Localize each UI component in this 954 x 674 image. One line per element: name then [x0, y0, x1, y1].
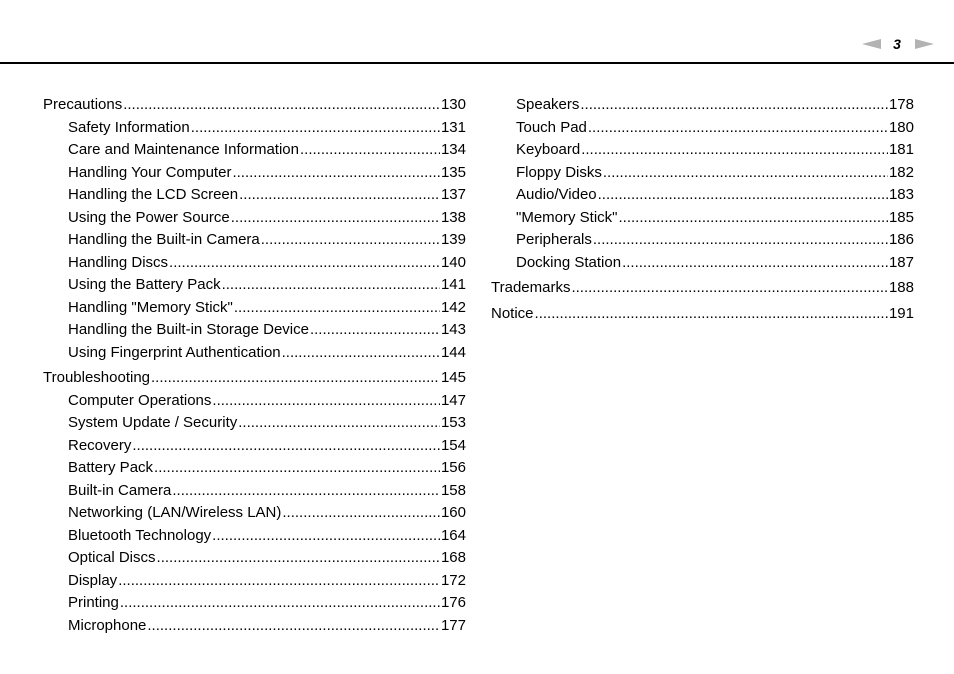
toc-entry-handling-memory-stick[interactable]	[43, 297, 466, 320]
toc-dot-leader	[282, 342, 440, 365]
toc-entry-title: Handling "Memory Stick"	[68, 298, 233, 316]
toc-entry-page-number: 138	[440, 208, 466, 226]
previous-page-icon[interactable]	[862, 39, 881, 49]
toc-dot-leader	[603, 162, 888, 185]
toc-entry-page-number: 130	[440, 96, 466, 113]
toc-entry-page-number: 182	[888, 163, 914, 181]
toc-entry-touch-pad[interactable]	[491, 117, 914, 140]
toc-entry-care-and-maintenance-information[interactable]	[43, 139, 466, 162]
toc-entry-memory-stick[interactable]	[491, 207, 914, 230]
toc-entry-title: Built-in Camera	[68, 481, 172, 499]
toc-entry-recovery[interactable]	[43, 435, 466, 458]
toc-dot-leader	[212, 390, 440, 413]
toc-entry-title: Optical Discs	[68, 549, 156, 566]
toc-entry-title: Printing	[68, 594, 119, 611]
page-header	[0, 0, 954, 64]
toc-entry-title: Safety Information	[68, 118, 190, 136]
toc-entry-handling-the-built-in-camera[interactable]	[43, 229, 466, 252]
toc-dot-leader	[282, 502, 440, 525]
toc-entry-docking-station[interactable]	[491, 252, 914, 275]
toc-entry-printing[interactable]	[43, 592, 466, 615]
toc-entry-title: System Update / Security	[68, 414, 238, 431]
toc-entry-page-number: 134	[440, 141, 466, 158]
toc-dot-leader	[231, 207, 440, 230]
toc-dot-leader	[154, 457, 440, 480]
toc-dot-leader	[580, 94, 888, 117]
toc-entry-using-fingerprint-authentication[interactable]	[43, 342, 466, 365]
toc-dot-leader	[581, 139, 888, 162]
toc-entry-keyboard[interactable]	[491, 139, 914, 162]
toc-entry-page-number: 154	[440, 436, 466, 454]
toc-entry-networking-lan-wireless-lan[interactable]	[43, 502, 466, 525]
toc-dot-leader	[157, 547, 440, 570]
toc-dot-leader	[593, 229, 888, 252]
toc-entry-system-update-security[interactable]	[43, 412, 466, 435]
toc-entry-page-number: 164	[440, 526, 466, 544]
toc-entry-title: Floppy Disks	[516, 163, 602, 181]
toc-entry-page-number: 160	[440, 504, 466, 521]
toc-dot-leader	[238, 412, 440, 435]
toc-entry-battery-pack[interactable]	[43, 457, 466, 480]
toc-entry-title: Trademarks	[491, 279, 571, 296]
toc-entry-title: Handling Discs	[68, 253, 169, 271]
toc-entry-page-number: 186	[888, 231, 914, 248]
toc-entry-built-in-camera[interactable]	[43, 480, 466, 503]
toc-entry-title: Computer Operations	[68, 391, 212, 409]
toc-entry-handling-the-built-in-storage-device[interactable]	[43, 319, 466, 342]
toc-entry-computer-operations[interactable]	[43, 390, 466, 413]
toc-dot-leader	[239, 184, 440, 207]
toc-entry-precautions[interactable]	[43, 94, 466, 117]
toc-entry-title: Networking (LAN/Wireless LAN)	[68, 504, 282, 521]
toc-entry-page-number: 185	[888, 208, 914, 226]
toc-dot-leader	[123, 94, 440, 117]
toc-entry-floppy-disks[interactable]	[491, 162, 914, 185]
toc-entry-title: Handling the LCD Screen	[68, 186, 239, 203]
toc-dot-leader	[169, 252, 440, 275]
toc-entry-using-the-battery-pack[interactable]	[43, 274, 466, 297]
toc-entry-title: Handling Your Computer	[68, 163, 232, 181]
toc-entry-microphone[interactable]	[43, 615, 466, 638]
toc-entry-page-number: 168	[440, 549, 466, 566]
toc-entry-title: Touch Pad	[516, 118, 587, 136]
toc-entry-handling-your-computer[interactable]	[43, 162, 466, 185]
toc-dot-leader	[120, 592, 440, 615]
toc-dot-leader	[234, 297, 440, 320]
toc-dot-leader	[212, 525, 440, 548]
toc-entry-page-number: 156	[440, 459, 466, 476]
toc-entry-title: Troubleshooting	[43, 369, 151, 386]
toc-entry-optical-discs[interactable]	[43, 547, 466, 570]
toc-entry-page-number: 177	[440, 616, 466, 634]
toc-entry-title: Handling the Built-in Camera	[68, 231, 260, 248]
toc-entry-title: Bluetooth Technology	[68, 526, 212, 544]
toc-dot-leader	[222, 274, 440, 297]
next-page-icon[interactable]	[915, 39, 934, 49]
toc-entry-title: Battery Pack	[68, 459, 154, 476]
toc-entry-peripherals[interactable]	[491, 229, 914, 252]
toc-dot-leader	[151, 367, 440, 390]
toc-entry-page-number: 137	[440, 186, 466, 203]
toc-entry-title: "Memory Stick"	[516, 208, 618, 226]
toc-entry-bluetooth-technology[interactable]	[43, 525, 466, 548]
toc-dot-leader	[598, 184, 888, 207]
toc-dot-leader	[261, 229, 440, 252]
toc-entry-page-number: 176	[440, 594, 466, 611]
toc-dot-leader	[118, 570, 440, 593]
toc-entry-page-number: 140	[440, 253, 466, 271]
toc-entry-title: Using the Battery Pack	[68, 276, 221, 293]
toc-entry-page-number: 187	[888, 253, 914, 271]
toc-entry-troubleshooting[interactable]	[43, 367, 466, 390]
toc-right-column	[491, 94, 914, 325]
toc-entry-page-number: 180	[888, 118, 914, 136]
toc-entry-title: Microphone	[68, 616, 147, 634]
toc-dot-leader	[191, 117, 440, 140]
toc-entry-title: Display	[68, 571, 118, 589]
toc-entry-handling-the-lcd-screen[interactable]	[43, 184, 466, 207]
toc-entry-page-number: 142	[440, 298, 466, 316]
page-number: 3	[893, 36, 901, 52]
toc-left-column	[43, 94, 466, 637]
toc-entry-title: Precautions	[43, 96, 123, 113]
toc-entry-title: Notice	[491, 304, 534, 322]
toc-entry-page-number: 178	[888, 96, 914, 113]
toc-dot-leader	[172, 480, 440, 503]
toc-entry-audio-video[interactable]	[491, 184, 914, 207]
toc-entry-title: Recovery	[68, 436, 132, 454]
toc-entry-title: Using the Power Source	[68, 208, 230, 226]
toc-entry-page-number: 153	[440, 414, 466, 431]
toc-entry-speakers[interactable]	[491, 94, 914, 117]
toc-dot-leader	[622, 252, 888, 275]
toc-entry-title: Using Fingerprint Authentication	[68, 343, 281, 361]
toc-entry-using-the-power-source[interactable]	[43, 207, 466, 230]
toc-entry-page-number: 135	[440, 163, 466, 181]
toc-entry-page-number: 188	[888, 279, 914, 296]
toc-entry-title: Keyboard	[516, 141, 581, 158]
toc-entry-title: Speakers	[516, 96, 580, 113]
toc-entry-title: Docking Station	[516, 253, 622, 271]
toc-entry-page-number: 139	[440, 231, 466, 248]
toc-entry-trademarks[interactable]	[491, 277, 914, 300]
toc-entry-page-number: 141	[440, 276, 466, 293]
toc-dot-leader	[619, 207, 888, 230]
toc-entry-page-number: 181	[888, 141, 914, 158]
toc-entry-page-number: 147	[440, 391, 466, 409]
toc-entry-page-number: 143	[440, 321, 466, 338]
toc-dot-leader	[588, 117, 888, 140]
toc-entry-page-number: 144	[440, 343, 466, 361]
toc-entry-page-number: 183	[888, 186, 914, 203]
toc-dot-leader	[132, 435, 440, 458]
toc-entry-title: Care and Maintenance Information	[68, 141, 299, 158]
toc-dot-leader	[147, 615, 440, 638]
toc-entry-title: Peripherals	[516, 231, 592, 248]
toc-dot-leader	[310, 319, 440, 342]
toc-dot-leader	[232, 162, 440, 185]
toc-entry-page-number: 158	[440, 481, 466, 499]
toc-entry-title: Audio/Video	[516, 186, 597, 203]
toc-entry-display[interactable]	[43, 570, 466, 593]
toc-entry-notice[interactable]	[491, 303, 914, 326]
toc-entry-page-number: 191	[888, 304, 914, 322]
toc-dot-leader	[571, 277, 888, 300]
header-divider	[0, 62, 954, 64]
toc-dot-leader	[535, 303, 888, 326]
toc-entry-title: Handling the Built-in Storage Device	[68, 321, 309, 338]
toc-entry-page-number: 172	[440, 571, 466, 589]
toc-entry-page-number: 131	[440, 118, 466, 136]
toc-dot-leader	[300, 139, 440, 162]
toc-entry-safety-information[interactable]	[43, 117, 466, 140]
toc-entry-page-number: 145	[440, 369, 466, 386]
toc-entry-handling-discs[interactable]	[43, 252, 466, 275]
